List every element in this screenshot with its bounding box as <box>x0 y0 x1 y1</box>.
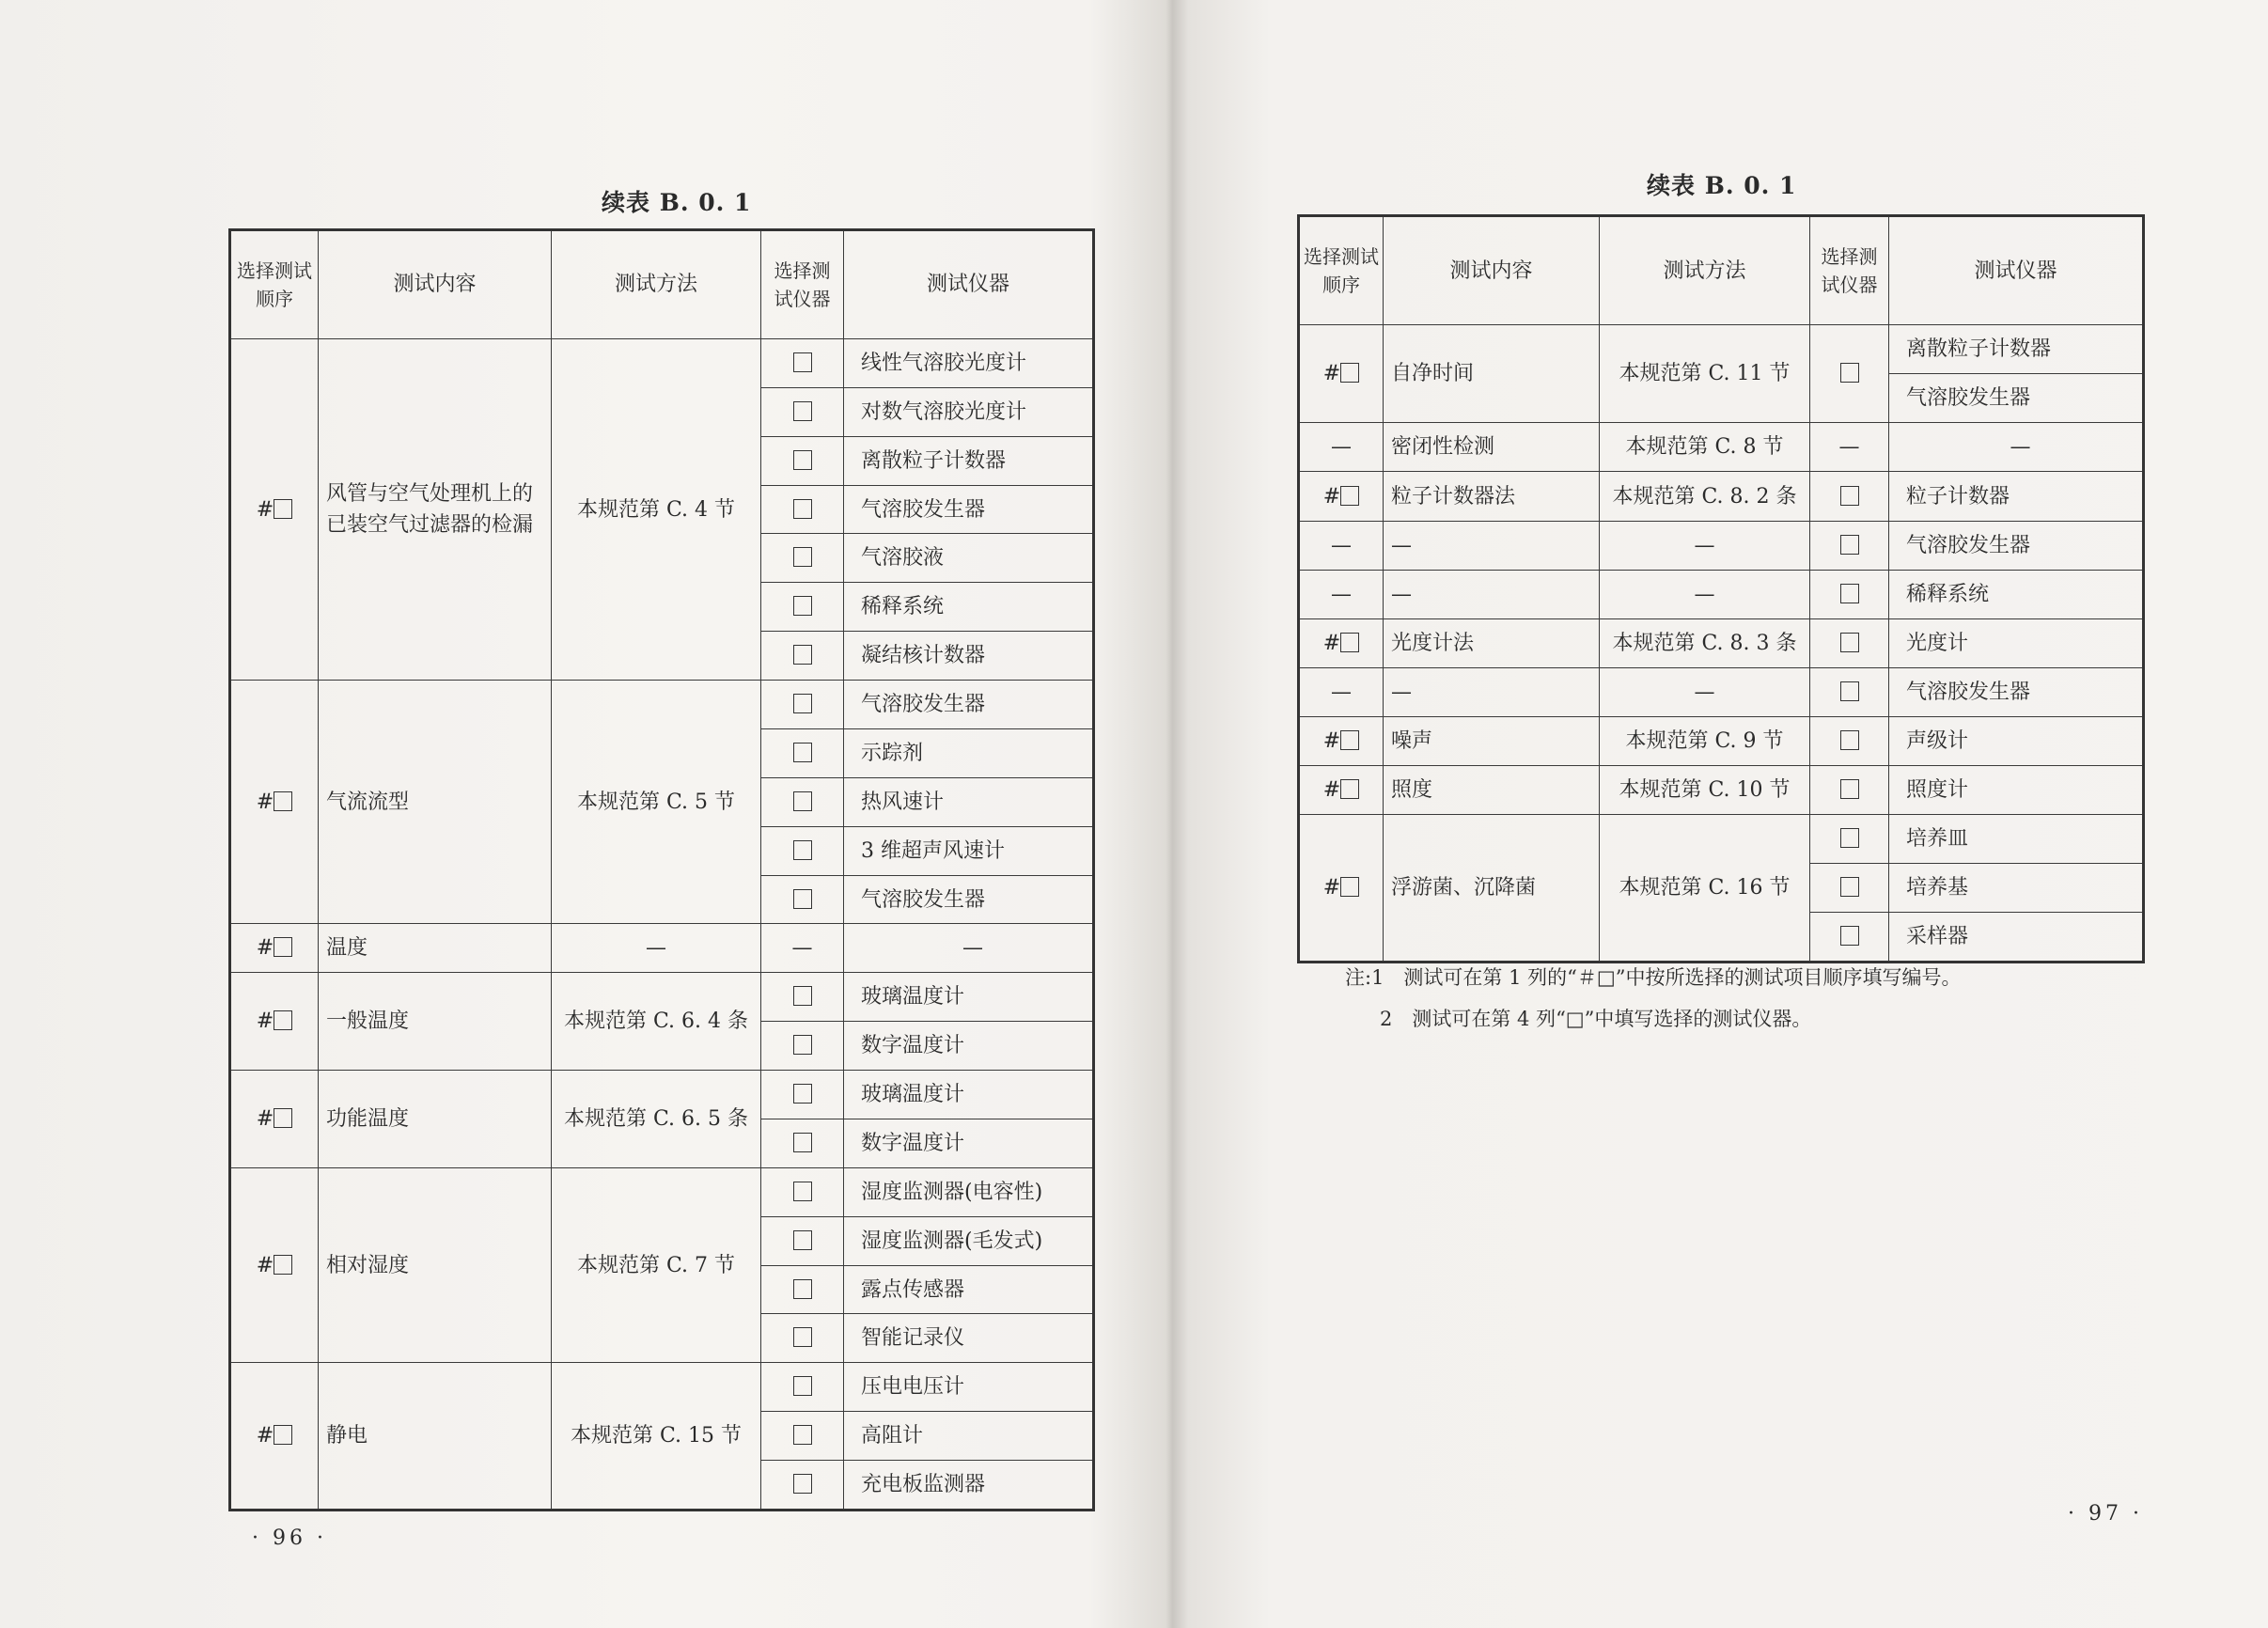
checkbox-icon <box>1340 779 1359 799</box>
checkbox-icon <box>793 596 812 616</box>
checkbox-icon <box>1840 926 1859 946</box>
checkbox-icon <box>1840 363 1859 383</box>
checkbox-icon <box>274 1425 292 1445</box>
instrument-select-cell[interactable] <box>1810 814 1889 863</box>
instrument-name-cell: 照度计 <box>1889 765 2144 814</box>
checkbox-icon <box>1340 363 1359 383</box>
checkbox-icon <box>793 401 812 421</box>
instrument-select-cell[interactable] <box>761 1412 844 1461</box>
checkbox-icon <box>793 1230 812 1250</box>
instrument-name-cell: 声级计 <box>1889 716 2144 765</box>
order-cell[interactable]: # <box>1299 814 1384 962</box>
method-cell: — <box>1600 667 1810 716</box>
order-cell[interactable]: # <box>1299 618 1384 667</box>
order-cell[interactable]: # <box>1299 472 1384 521</box>
instrument-name-cell: 玻璃温度计 <box>844 973 1094 1022</box>
instrument-select-cell[interactable] <box>761 728 844 777</box>
content-cell: 照度 <box>1384 765 1600 814</box>
method-cell: 本规范第 C. 16 节 <box>1600 814 1810 962</box>
instrument-select-cell[interactable] <box>761 875 844 924</box>
header-instrument: 测试仪器 <box>1889 216 2144 325</box>
instrument-select-cell[interactable] <box>761 387 844 436</box>
instrument-name-cell: 气溶胶发生器 <box>1889 521 2144 570</box>
content-cell: 一般温度 <box>319 973 552 1071</box>
instrument-name-cell: — <box>844 924 1094 973</box>
method-cell: 本规范第 C. 6. 5 条 <box>552 1071 761 1168</box>
checkbox-icon <box>793 352 812 372</box>
table-row <box>1299 667 2144 716</box>
order-cell[interactable]: — <box>1299 570 1384 618</box>
table-row <box>230 681 1094 729</box>
instrument-name-cell: — <box>1889 423 2144 472</box>
instrument-name-cell: 湿度监测器(电容性) <box>844 1167 1094 1216</box>
method-cell: 本规范第 C. 4 节 <box>552 338 761 680</box>
instrument-name-cell: 热风速计 <box>844 777 1094 826</box>
checkbox-icon <box>793 694 812 713</box>
instrument-name-cell: 3 维超声风速计 <box>844 826 1094 875</box>
content-cell: — <box>1384 570 1600 618</box>
checkbox-icon <box>1840 633 1859 652</box>
instrument-name-cell: 气溶胶发生器 <box>1889 667 2144 716</box>
instrument-select-cell[interactable] <box>761 1314 844 1363</box>
instrument-name-cell: 智能记录仪 <box>844 1314 1094 1363</box>
order-cell[interactable]: # <box>1299 325 1384 423</box>
order-cell[interactable]: # <box>230 1363 319 1511</box>
content-cell: 温度 <box>319 924 552 973</box>
checkbox-icon <box>793 645 812 665</box>
method-cell: 本规范第 C. 8. 2 条 <box>1600 472 1810 521</box>
instrument-name-cell: 气溶胶发生器 <box>844 875 1094 924</box>
checkbox-icon <box>793 499 812 519</box>
instrument-select-cell[interactable] <box>761 1119 844 1167</box>
instrument-name-cell: 露点传感器 <box>844 1265 1094 1314</box>
instrument-select-cell[interactable] <box>1810 716 1889 765</box>
checkbox-icon <box>793 1327 812 1347</box>
checkbox-icon <box>793 1133 812 1152</box>
table-row <box>1299 765 2144 814</box>
method-cell: 本规范第 C. 8 节 <box>1600 423 1810 472</box>
instrument-select-cell[interactable] <box>1810 863 1889 912</box>
checkbox-icon <box>793 547 812 567</box>
header-method: 测试方法 <box>552 230 761 339</box>
instrument-name-cell: 玻璃温度计 <box>844 1071 1094 1119</box>
order-cell[interactable]: # <box>230 973 319 1071</box>
instrument-select-cell[interactable] <box>1810 325 1889 423</box>
method-cell: 本规范第 C. 10 节 <box>1600 765 1810 814</box>
order-cell[interactable]: # <box>230 1071 319 1168</box>
instrument-select-cell[interactable] <box>761 681 844 729</box>
instrument-select-cell[interactable] <box>761 777 844 826</box>
instrument-name-cell: 离散粒子计数器 <box>844 436 1094 485</box>
instrument-select-cell[interactable] <box>1810 472 1889 521</box>
right-table-title: 续表 B. 0. 1 <box>1647 172 1797 199</box>
table-row <box>230 973 1094 1022</box>
note-1: 注:1 测试可在第 1 列的“＃□”中按所选择的测试项目顺序填写编号。 <box>1345 966 1962 989</box>
method-cell: 本规范第 C. 7 节 <box>552 1167 761 1363</box>
table-row <box>230 338 1094 387</box>
order-cell[interactable]: # <box>230 338 319 680</box>
checkbox-icon <box>1840 535 1859 555</box>
header-instrument: 测试仪器 <box>844 230 1094 339</box>
content-cell: 噪声 <box>1384 716 1600 765</box>
content-cell: 浮游菌、沉降菌 <box>1384 814 1600 962</box>
checkbox-icon <box>1840 877 1859 897</box>
method-cell: 本规范第 C. 6. 4 条 <box>552 973 761 1071</box>
checkbox-icon <box>274 1255 292 1275</box>
table-row <box>230 1167 1094 1216</box>
checkbox-icon <box>1840 730 1859 750</box>
page-number-left: · 96 · <box>252 1526 327 1550</box>
instrument-name-cell: 高阻计 <box>844 1412 1094 1461</box>
checkbox-icon <box>274 1010 292 1030</box>
method-cell: — <box>552 924 761 973</box>
instrument-select-cell[interactable] <box>761 338 844 387</box>
header-row <box>1299 216 2144 325</box>
table-row <box>230 1071 1094 1119</box>
checkbox-icon <box>274 1108 292 1128</box>
content-cell: 光度计法 <box>1384 618 1600 667</box>
checkbox-icon <box>1840 779 1859 799</box>
header-order: 选择测试顺序 <box>230 230 319 339</box>
method-cell: 本规范第 C. 9 节 <box>1600 716 1810 765</box>
instrument-name-cell: 气溶胶发生器 <box>844 485 1094 534</box>
checkbox-icon <box>793 1035 812 1055</box>
instrument-name-cell: 光度计 <box>1889 618 2144 667</box>
instrument-select-cell[interactable] <box>1810 912 1889 962</box>
instrument-name-cell: 离散粒子计数器 <box>1889 325 2144 374</box>
instrument-name-cell: 示踪剂 <box>844 728 1094 777</box>
checkbox-icon <box>793 840 812 860</box>
instrument-select-cell[interactable] <box>761 583 844 632</box>
content-cell: 风管与空气处理机上的已装空气过滤器的检漏 <box>319 338 552 680</box>
table-row <box>1299 325 2144 374</box>
order-cell[interactable]: # <box>230 681 319 924</box>
instrument-select-cell[interactable] <box>761 534 844 583</box>
instrument-name-cell: 充电板监测器 <box>844 1461 1094 1511</box>
instrument-select-cell[interactable] <box>761 632 844 681</box>
checkbox-icon <box>1840 681 1859 701</box>
table-row <box>1299 472 2144 521</box>
instrument-select-cell[interactable]: — <box>761 924 844 973</box>
instrument-name-cell: 湿度监测器(毛发式) <box>844 1216 1094 1265</box>
instrument-select-cell[interactable] <box>761 1071 844 1119</box>
instrument-name-cell: 气溶胶发生器 <box>844 681 1094 729</box>
checkbox-icon <box>793 889 812 909</box>
header-method: 测试方法 <box>1600 216 1810 325</box>
instrument-select-cell[interactable] <box>761 1461 844 1511</box>
checkbox-icon <box>793 986 812 1006</box>
method-cell: 本规范第 C. 15 节 <box>552 1363 761 1511</box>
instrument-name-cell: 对数气溶胶光度计 <box>844 387 1094 436</box>
table-row <box>1299 570 2144 618</box>
method-cell: 本规范第 C. 5 节 <box>552 681 761 924</box>
checkbox-icon <box>793 743 812 762</box>
checkbox-icon <box>1340 877 1359 897</box>
instrument-name-cell: 粒子计数器 <box>1889 472 2144 521</box>
table-row <box>230 924 1094 973</box>
instrument-select-cell[interactable] <box>761 1363 844 1412</box>
instrument-name-cell: 采样器 <box>1889 912 2144 962</box>
instrument-select-cell[interactable] <box>1810 570 1889 618</box>
table-row <box>1299 814 2144 863</box>
instrument-name-cell: 培养基 <box>1889 863 2144 912</box>
page-number-right: · 97 · <box>2068 1502 2143 1526</box>
method-cell: 本规范第 C. 11 节 <box>1600 325 1810 423</box>
checkbox-icon <box>793 791 812 811</box>
order-cell[interactable]: # <box>230 1167 319 1363</box>
header-select-instrument: 选择测试仪器 <box>761 230 844 339</box>
checkbox-icon <box>1840 486 1859 506</box>
instrument-select-cell[interactable] <box>1810 618 1889 667</box>
instrument-select-cell[interactable] <box>1810 667 1889 716</box>
content-cell: 密闭性检测 <box>1384 423 1600 472</box>
method-cell: — <box>1600 521 1810 570</box>
checkbox-icon <box>274 791 292 811</box>
checkbox-icon <box>793 1425 812 1445</box>
header-select-instrument: 选择测试仪器 <box>1810 216 1889 325</box>
instrument-name-cell: 稀释系统 <box>844 583 1094 632</box>
instrument-select-cell[interactable] <box>761 826 844 875</box>
checkbox-icon <box>1340 730 1359 750</box>
checkbox-icon <box>1840 828 1859 848</box>
content-cell: — <box>1384 667 1600 716</box>
instrument-name-cell: 气溶胶液 <box>844 534 1094 583</box>
order-cell[interactable]: — <box>1299 667 1384 716</box>
order-cell[interactable]: # <box>1299 716 1384 765</box>
checkbox-icon <box>793 1279 812 1299</box>
instrument-name-cell: 数字温度计 <box>844 1119 1094 1167</box>
checkbox-icon <box>1840 584 1859 603</box>
checkbox-icon <box>793 450 812 470</box>
table-row <box>1299 618 2144 667</box>
checkbox-icon <box>793 1376 812 1396</box>
left-table <box>228 228 1095 1511</box>
instrument-select-cell[interactable] <box>1810 521 1889 570</box>
checkbox-icon <box>793 1084 812 1104</box>
right-table <box>1297 214 2145 963</box>
method-cell: 本规范第 C. 8. 3 条 <box>1600 618 1810 667</box>
instrument-select-cell[interactable] <box>761 485 844 534</box>
note-2: 2 测试可在第 4 列“□”中填写选择的测试仪器。 <box>1380 1008 1812 1030</box>
instrument-select-cell[interactable] <box>761 1265 844 1314</box>
table-row <box>1299 521 2144 570</box>
content-cell: 气流流型 <box>319 681 552 924</box>
order-cell[interactable]: — <box>1299 521 1384 570</box>
header-order: 选择测试顺序 <box>1299 216 1384 325</box>
content-cell: 粒子计数器法 <box>1384 472 1600 521</box>
table-row <box>230 1363 1094 1412</box>
content-cell: — <box>1384 521 1600 570</box>
instrument-select-cell[interactable] <box>1810 765 1889 814</box>
content-cell: 功能温度 <box>319 1071 552 1168</box>
instrument-select-cell[interactable] <box>761 1216 844 1265</box>
checkbox-icon <box>1340 633 1359 652</box>
instrument-select-cell[interactable] <box>761 973 844 1022</box>
checkbox-icon <box>793 1474 812 1494</box>
content-cell: 自净时间 <box>1384 325 1600 423</box>
method-cell: — <box>1600 570 1810 618</box>
content-cell: 静电 <box>319 1363 552 1511</box>
header-content: 测试内容 <box>319 230 552 339</box>
instrument-name-cell: 数字温度计 <box>844 1022 1094 1071</box>
header-row <box>230 230 1094 339</box>
table-row <box>1299 423 2144 472</box>
order-cell[interactable]: — <box>1299 423 1384 472</box>
checkbox-icon <box>1340 486 1359 506</box>
instrument-select-cell[interactable]: — <box>1810 423 1889 472</box>
instrument-name-cell: 压电电压计 <box>844 1363 1094 1412</box>
instrument-name-cell: 培养皿 <box>1889 814 2144 863</box>
checkbox-icon <box>274 937 292 957</box>
instrument-name-cell: 稀释系统 <box>1889 570 2144 618</box>
instrument-name-cell: 气溶胶发生器 <box>1889 374 2144 423</box>
checkbox-icon <box>274 499 292 519</box>
instrument-name-cell: 凝结核计数器 <box>844 632 1094 681</box>
left-table-title: 续表 B. 0. 1 <box>602 189 752 216</box>
instrument-select-cell[interactable] <box>761 1167 844 1216</box>
order-cell[interactable]: # <box>230 924 319 973</box>
order-cell[interactable]: # <box>1299 765 1384 814</box>
instrument-select-cell[interactable] <box>761 436 844 485</box>
instrument-name-cell: 线性气溶胶光度计 <box>844 338 1094 387</box>
content-cell: 相对湿度 <box>319 1167 552 1363</box>
header-content: 测试内容 <box>1384 216 1600 325</box>
checkbox-icon <box>793 1182 812 1201</box>
instrument-select-cell[interactable] <box>761 1022 844 1071</box>
table-row <box>1299 716 2144 765</box>
